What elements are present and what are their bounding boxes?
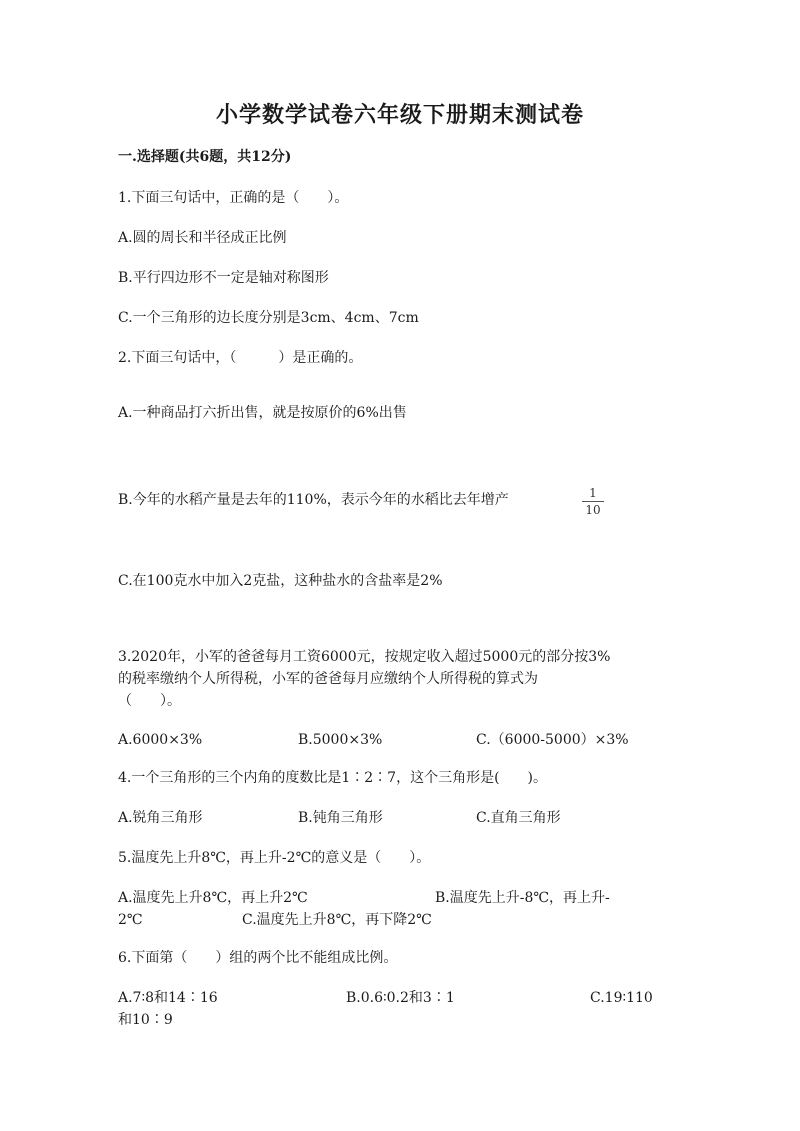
question-5-stem: 5.温度先上升8℃，再上升-2℃的意义是（ ）。 bbox=[118, 850, 431, 866]
question-6-option-a: A.7∶8和14∶16 bbox=[118, 990, 218, 1006]
question-5-option-b: B.温度先上升-8℃，再上升- bbox=[435, 890, 610, 906]
question-3-stem-line-2: 的税率缴纳个人所得税，小军的爸爸每月应缴纳个人所得税的算式为 bbox=[118, 671, 538, 687]
fraction-bar bbox=[582, 501, 604, 502]
question-2-stem: 2.下面三句话中，（ ）是正确的。 bbox=[118, 350, 363, 366]
question-5-option-c: C.温度先上升8℃，再下降2℃ bbox=[242, 912, 432, 928]
question-6-option-c-continued: 和10∶9 bbox=[118, 1012, 173, 1028]
fraction-numerator: 1 bbox=[589, 486, 597, 500]
question-6-option-b: B.0.6∶0.2和3∶1 bbox=[346, 990, 455, 1006]
question-6-stem: 6.下面第（ ）组的两个比不能组成比例。 bbox=[118, 950, 398, 966]
question-2-option-b: B.今年的水稻产量是去年的110%，表示今年的水稻比去年增产 bbox=[118, 492, 509, 508]
question-1-option-a: A.圆的周长和半径成正比例 bbox=[118, 230, 287, 246]
question-3-stem-line-3: （ ）。 bbox=[118, 693, 181, 709]
question-4-option-a: A.锐角三角形 bbox=[118, 810, 203, 826]
question-4-stem: 4.一个三角形的三个内角的度数比是1∶2∶7，这个三角形是( )。 bbox=[118, 770, 548, 786]
page-title: 小学数学试卷六年级下册期末测试卷 bbox=[215, 102, 584, 128]
question-1-option-c: C.一个三角形的边长度分别是3cm、4cm、7cm bbox=[118, 310, 419, 326]
question-5-option-a: A.温度先上升8℃，再上升2℃ bbox=[118, 890, 308, 906]
question-1-option-b: B.平行四边形不一定是轴对称图形 bbox=[118, 270, 329, 286]
question-3-option-c: C.（6000-5000）×3% bbox=[476, 732, 629, 748]
question-5-option-b-continued: 2℃ bbox=[118, 912, 143, 928]
question-3-option-b: B.5000×3% bbox=[298, 732, 383, 748]
fraction-denominator: 10 bbox=[585, 503, 601, 517]
question-6-option-c: C.19∶110 bbox=[590, 990, 653, 1006]
fraction-one-tenth bbox=[582, 486, 604, 517]
question-3-stem-line-1: 3.2020年，小军的爸爸每月工资6000元，按规定收入超过5000元的部分按3% bbox=[118, 649, 611, 665]
question-1-stem: 1.下面三句话中，正确的是（ ）。 bbox=[118, 190, 349, 206]
question-4-option-b: B.钝角三角形 bbox=[298, 810, 383, 826]
section-heading: 一.选择题(共6题，共12分) bbox=[118, 149, 292, 165]
question-2-option-a: A.一种商品打六折出售，就是按原价的6%出售 bbox=[118, 405, 407, 421]
question-2-option-c: C.在100克水中加入2克盐，这种盐水的含盐率是2% bbox=[118, 573, 443, 589]
question-4-option-c: C.直角三角形 bbox=[476, 810, 561, 826]
question-3-option-a: A.6000×3% bbox=[118, 732, 203, 748]
